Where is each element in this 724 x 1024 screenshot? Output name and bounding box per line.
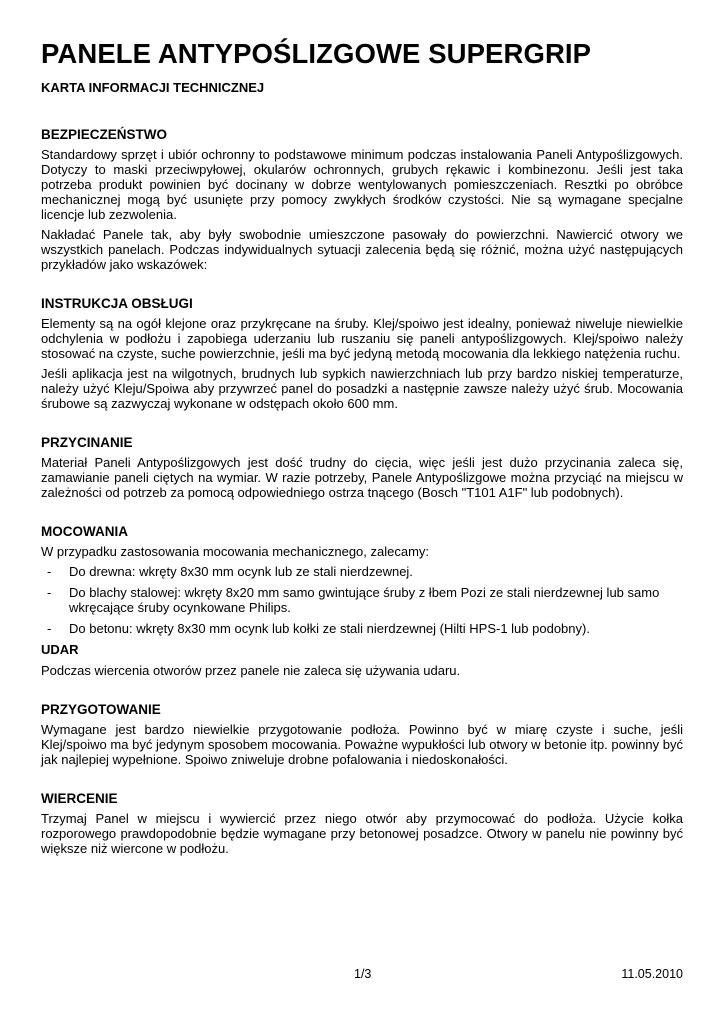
dash-marker: -: [47, 564, 52, 579]
section-cutting: [41, 435, 683, 500]
section-instructions: [41, 296, 683, 411]
dash-marker: -: [47, 621, 52, 636]
fixings-intro: W przypadku zastosowania mocowania mechanicznego, zalecamy:: [41, 544, 430, 559]
impact-paragraph: Podczas wiercenia otworów przez panele nie zaleca się używania udaru.: [41, 663, 461, 678]
fixings-list: [41, 564, 683, 636]
document-title: PANELE ANTYPOŚLIZGOWE SUPERGRIP: [41, 38, 592, 69]
instructions-paragraph-2: Jeśli aplikacja jest na wilgotnych, brudnych lub sypkich nawierzchniach lub przy bardzo niskiej temperaturze, należy użyć Kleju/Spoiwa aby przywrzeć panel do posadzki a następnie zawsze należy użyć śrub. Mocowania śrubowe są zazwyczaj wykonane w odstępach około 600 mm.: [41, 366, 683, 411]
section-fixings: [41, 524, 683, 678]
section-heading-instructions: INSTRUKCJA OBSŁUGI: [41, 296, 193, 311]
document-subtitle: KARTA INFORMACJI TECHNICZNEJ: [41, 80, 265, 95]
section-heading-preparation: PRZYGOTOWANIE: [41, 702, 161, 717]
fixing-concrete: Do betonu: wkręty 8x30 mm ocynk lub kołki ze stali nierdzewnej (Hilti HPS-1 lub podobny).: [69, 621, 590, 636]
fixing-steel: Do blachy stalowej: wkręty 8x20 mm samo gwintujące śruby z łbem Pozi ze stali nierdzewnej lub samo wkręcające śruby ocynkowane Philips.: [69, 585, 660, 615]
section-heading-safety: BEZPIECZEŃSTWO: [41, 127, 168, 142]
safety-paragraph-2: Nakładać Panele tak, aby były swobodnie umieszczone pasowały do powierzchni. Nawiercić otwory we wszystkich panelach. Podczas indywidualnych sytuacji zalecenia będą się różnić, można użyć następujących przykładów jako wskazówek:: [41, 227, 683, 272]
list-item: [41, 585, 683, 615]
instructions-paragraph-1: Elementy są na ogół klejone oraz przykręcane na śruby. Klej/spoiwo jest idealny, ponieważ niweluje niewielkie odchylenia w podłożu i zapobiega uderzaniu lub ruszaniu się paneli antypoślizgowych. Klej/spoiwo należy stosować na czyste, suche powierzchnie, jeśli ma być jedyną metodą mocowania dla lekkiego natężenia ruchu.: [41, 316, 683, 361]
section-heading-cutting: PRZYCINANIE: [41, 435, 133, 450]
list-item: [41, 564, 683, 579]
dash-marker: -: [47, 585, 52, 600]
fixing-wood: Do drewna: wkręty 8x30 mm ocynk lub ze stali nierdzewnej.: [69, 564, 413, 579]
section-heading-drilling: WIERCENIE: [41, 791, 118, 806]
document-date: 11.05.2010: [621, 967, 683, 981]
section-drilling: [41, 791, 683, 856]
cutting-paragraph-1: Materiał Paneli Antypoślizgowych jest dość trudny do cięcia, więc jeśli jest dużo przycinania zaleca się, zamawianie paneli ciętych na wymiar. W razie potrzeby, Panele Antypoślizgowe można przyciąć na miejscu w zależności od potrzeb za pomocą odpowiedniego ostrza tnącego (Bosch "T101 A1F" lub podobnych).: [41, 455, 683, 500]
page-number: 1/3: [354, 967, 372, 981]
section-preparation: [41, 702, 683, 767]
list-item: [41, 621, 683, 636]
impact-heading: UDAR: [41, 642, 79, 657]
section-heading-fixings: MOCOWANIA: [41, 524, 128, 539]
drilling-paragraph-1: Trzymaj Panel w miejscu i wywiercić przez niego otwór aby przymocować do podłoża. Użycie kołka rozporowego prawdopodobnie będzie wymagane przy betonowej posadzce. Otwory w panelu nie powinny być większe niż wiercone w podłożu.: [41, 811, 683, 856]
preparation-paragraph-1: Wymagane jest bardzo niewielkie przygotowanie podłoża. Powinno być w miarę czyste i suche, jeśli Klej/spoiwo ma być jedynym sposobem mocowania. Poważne wypukłości lub otwory w betonie itp. powinny być jak najlepiej wypełnione. Spoiwo zniweluje drobne pofalowania i niedoskonałości.: [41, 722, 683, 767]
section-safety: [41, 127, 683, 272]
safety-paragraph-1: Standardowy sprzęt i ubiór ochronny to podstawowe minimum podczas instalowania Paneli Antypoślizgowych. Dotyczy to maski przeciwpyłowej, okularów ochronnych, grubych rękawic i kombinezonu. Jeśli jest taka potrzeba produkt powinien być docinany w dobrze wentylowanych pomieszczeniach. Resztki po obróbce mechanicznej mogą być usunięte przy pomocy zwykłych środków czystości. Nie są wymagane specjalne licencje lub zezwolenia.: [41, 147, 683, 222]
